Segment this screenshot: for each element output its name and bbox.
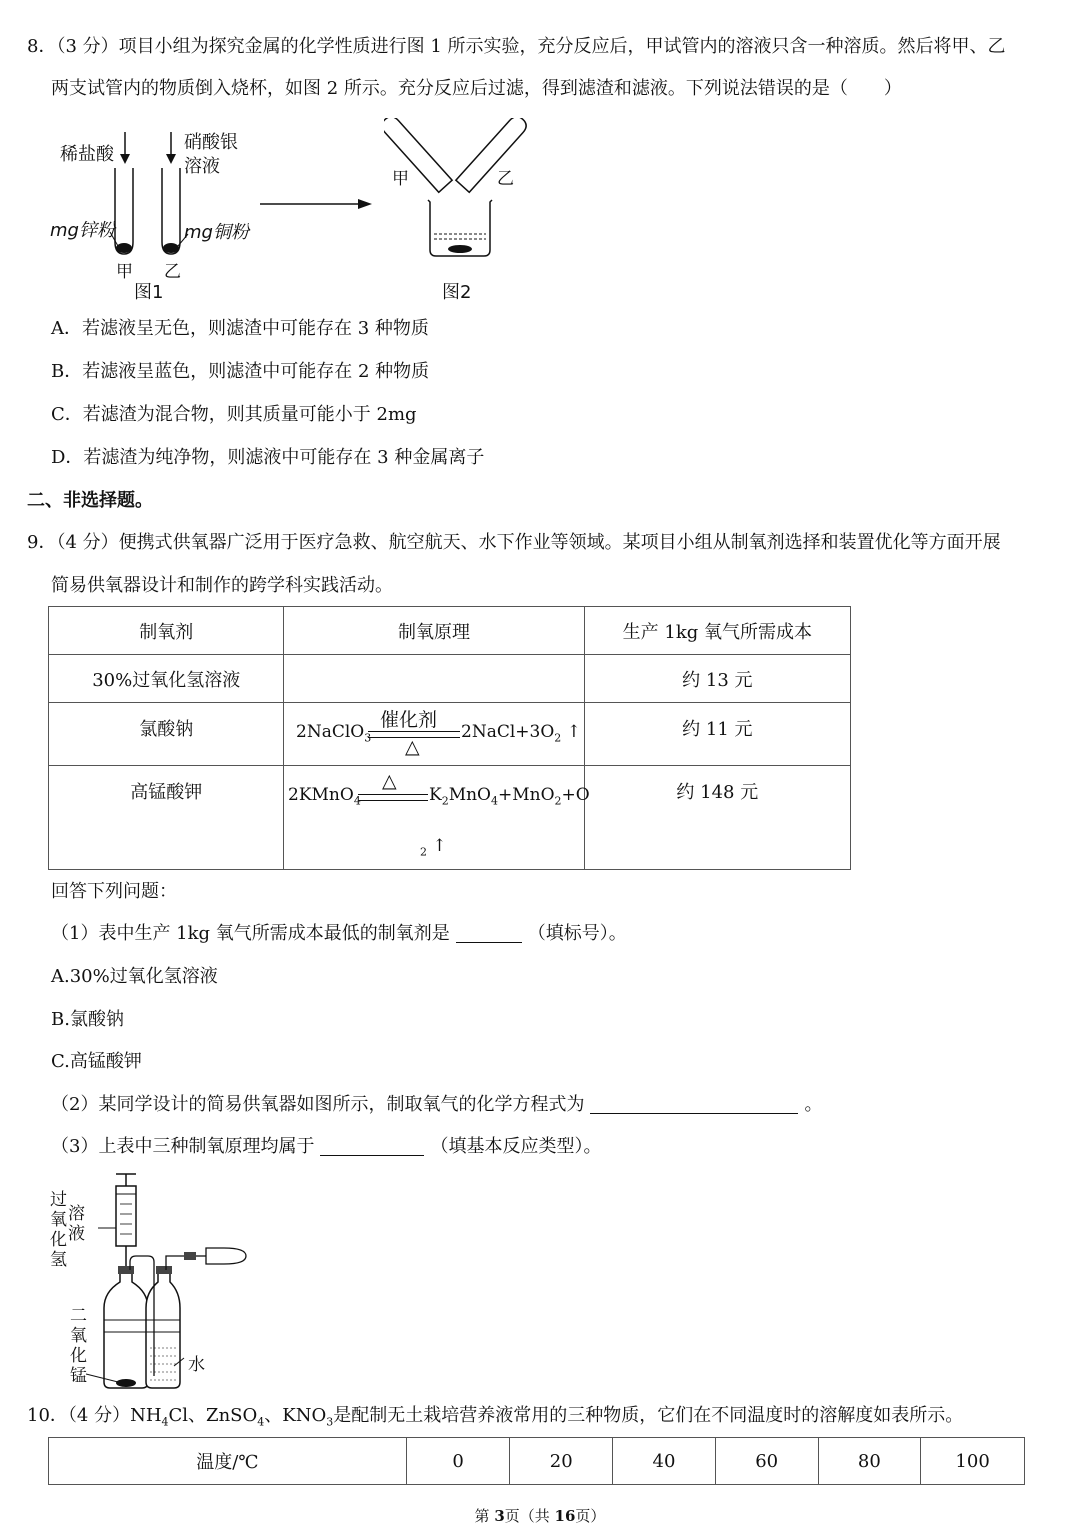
copper-powder-label: mg铜粉: [184, 222, 249, 243]
table-cell-cost: 约 11 元: [584, 703, 850, 766]
q8-stem-line1: 8．（3 分）项目小组为探究金属的化学性质进行图 1 所示实验，充分反应后，甲试管内的溶液只含一种溶质。然后将甲、乙: [27, 36, 1006, 57]
q10-stem: 10．（4 分）$NH_4Cl$、ZnSO$_4$、$KNO_3$是配制无土栽培营养液常用的三种物质，它们在不同温度时的溶解度如表所示。: [27, 1405, 964, 1429]
table-cell-agent: 30%过氧化氢溶液: [49, 655, 284, 703]
q8-option-d: D．若滤渣为纯净物，则滤液中可能存在 3 种金属离子: [51, 447, 485, 468]
equation-naclo3-reactant: 2NaClO$_3$: [296, 722, 372, 745]
q9-stem-line1: 9．（4 分）便携式供氧器广泛用于医疗急救、航空航天、水下作业等领域。某项目小组从制氧剂选择和装置优化等方面开展: [27, 532, 1001, 553]
table-header-temp-value: 100: [921, 1438, 1025, 1485]
beaker-diagram: [384, 118, 534, 268]
table-cell-principle: [284, 655, 584, 703]
answer-blank-1[interactable]: [456, 922, 522, 943]
table-header-principle: 制氧原理: [284, 607, 584, 655]
figure-1-caption: 图1: [134, 282, 164, 303]
answer-intro: 回答下列问题：: [51, 881, 177, 902]
equation-kmno4-bar: [358, 794, 428, 801]
equation-naclo3-heat: △: [405, 736, 420, 758]
section-title: 二、非选择题。: [27, 490, 153, 511]
equation-naclo3-catalyst: 催化剂: [380, 709, 438, 731]
solubility-table: [48, 1437, 1025, 1485]
page-footer: 第 3页（共 16页）: [474, 1507, 606, 1525]
table-header-temperature: 温度/℃: [49, 1438, 407, 1485]
answer-blank-3[interactable]: [320, 1135, 424, 1156]
reagent-agno3-label-2: 溶液: [184, 156, 220, 177]
table-header-temp-value: 80: [818, 1438, 921, 1485]
q9-stem-line2: 简易供氧器设计和制作的跨学科实践活动。: [51, 575, 393, 596]
reagent-agno3-label-1: 硝酸银: [184, 132, 238, 153]
q8-stem-line2: 两支试管内的物质倒入烧杯，如图 2 所示。充分反应后过滤，得到滤渣和滤液。下列说法错误的是（ ）: [51, 78, 902, 99]
oxygen-generator-figure: [46, 1170, 256, 1395]
table-header-cost: 生产 1kg 氧气所需成本: [584, 607, 850, 655]
table-cell-agent: 高锰酸钾: [49, 766, 284, 870]
q9-sub1: （1）表中生产 1kg 氧气所需成本最低的制氧剂是 （填标号）。: [51, 923, 627, 944]
reagent-hcl-label: 稀盐酸: [60, 144, 114, 165]
table-header-temp-value: 20: [510, 1438, 613, 1485]
equation-kmno4-reactant: 2KMnO$_4$: [288, 785, 361, 808]
label-h2o2-col2: 溶 液: [68, 1204, 85, 1244]
label-h2o2-col1: 过 氧 化 氢: [50, 1190, 67, 1270]
q8-option-c: C．若滤渣为混合物，则其质量可能小于 2mg: [51, 404, 417, 425]
q9-choice-c: C.高锰酸钾: [51, 1051, 142, 1072]
equation-kmno4-wrap: $_2$ ↑: [420, 836, 447, 859]
equation-kmno4-products: $K_2MnO_4+MnO_2+O$: [429, 785, 590, 808]
fig2-tube-yi-label: 乙: [497, 169, 514, 189]
equation-naclo3-products: $2NaCl+3O_2$ ↑: [461, 722, 581, 745]
q9-sub3: （3）上表中三种制氧原理均属于 （填基本反应类型）。: [51, 1136, 602, 1157]
q9-choice-a: A.30%过氧化氢溶液: [51, 966, 218, 987]
table-header-agent: 制氧剂: [49, 607, 284, 655]
table-cell-cost: 约 13 元: [584, 655, 850, 703]
table-cell-agent: 氯酸钠: [49, 703, 284, 766]
q9-choice-b: B.氯酸钠: [51, 1009, 124, 1030]
equation-kmno4-heat: △: [382, 770, 397, 792]
answer-blank-2[interactable]: [590, 1093, 798, 1114]
table-header-temp-value: 60: [715, 1438, 818, 1485]
label-water: 水: [188, 1355, 205, 1375]
q8-option-b: B．若滤液呈蓝色，则滤渣中可能存在 2 种物质: [51, 361, 430, 382]
zinc-powder-label: mg锌粉: [50, 220, 115, 241]
fig2-tube-jia-label: 甲: [392, 169, 409, 189]
table-header-temp-value: 40: [613, 1438, 716, 1485]
oxygen-agent-table: [48, 606, 851, 870]
q9-sub2: （2）某同学设计的简易供氧器如图所示，制取氧气的化学方程式为 。: [51, 1094, 823, 1115]
tube-jia-label: 甲: [116, 262, 133, 282]
q8-option-a: A．若滤液呈无色，则滤渣中可能存在 3 种物质: [51, 318, 429, 339]
figure-2-caption: 图2: [442, 282, 472, 303]
tube-yi-label: 乙: [164, 262, 181, 282]
label-mno2: 二 氧 化 锰: [70, 1306, 87, 1386]
table-header-temp-value: 0: [406, 1438, 510, 1485]
q8-figure-2: [384, 118, 534, 310]
table-cell-cost: 约 148 元: [584, 766, 850, 870]
